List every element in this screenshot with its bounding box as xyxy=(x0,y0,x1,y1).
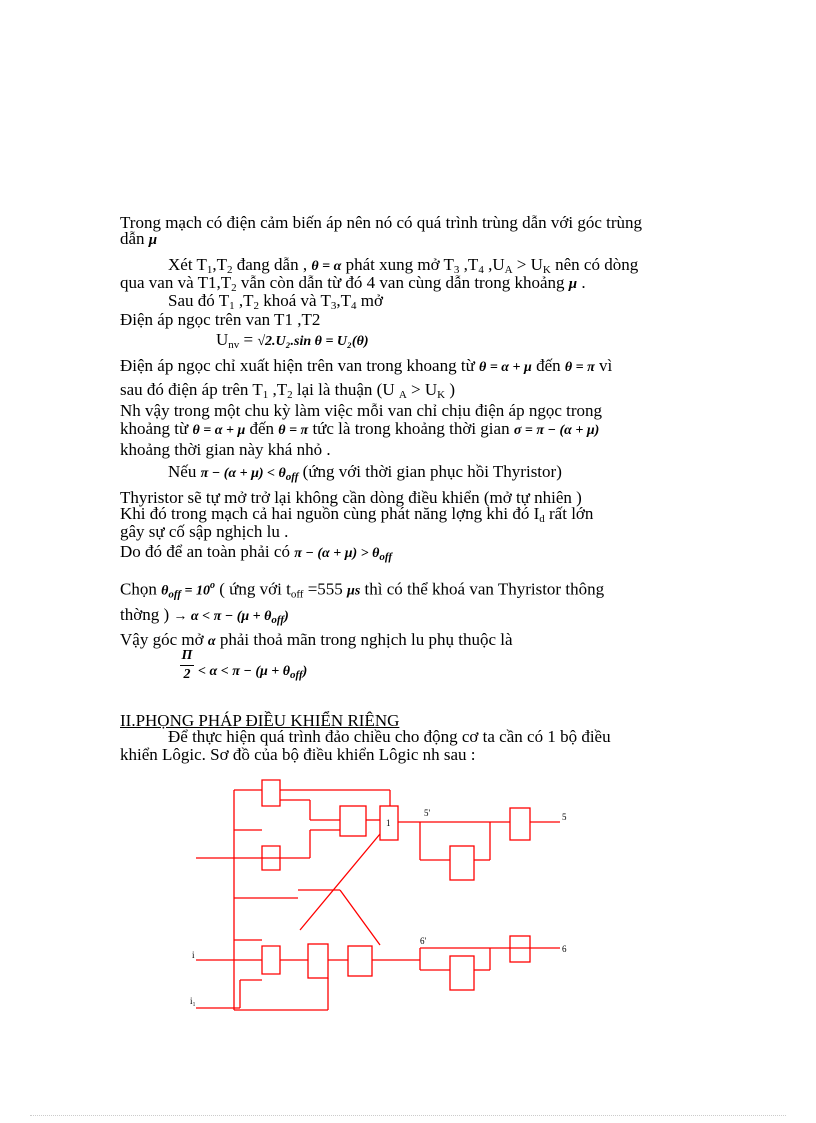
section-heading: II.PHỌNG PHÁP ĐIỀU KHIỂN RIÊNG xyxy=(120,711,400,730)
node-label-1: 1 xyxy=(386,818,391,828)
text-line: Điện áp ngọc trên van T1 ,T2 xyxy=(120,310,321,329)
text-line: Nếu $\pi - (\alpha + \mu) < \theta_{off}$ (ứng với thời gian phục hồi Thyristor) xyxy=(168,462,562,483)
mu-symbol: μ xyxy=(568,276,578,292)
math-theta-alpha: θ = α xyxy=(311,259,342,274)
math-unv: √2.U₂.sin θ = U₂(θ) xyxy=(257,334,369,349)
math-theta-alpha-mu: θ = α + μ xyxy=(479,360,532,375)
input-label-i: i xyxy=(192,950,195,960)
text-line: khoảng thời gian này khá nhỏ . xyxy=(120,440,331,459)
text-line: Chọn $\theta_{off} = 10^o$ ( ứng với $t_{off} =555$ μs thì có thể khoá van Thyristor thông xyxy=(120,579,605,601)
node-label-5: 5 xyxy=(562,812,567,822)
math-arrow-cond: → α < π − (μ + θ xyxy=(173,609,272,624)
math-theta-pi: θ = π xyxy=(564,360,595,375)
node-label-5p: 5' xyxy=(424,808,431,818)
text-line: Trong mạch có điện cảm biến áp nên nó có quá trình trùng dẫn với góc trùng xyxy=(120,213,643,232)
formula-unv: $U_{nv} = √2.U_2.\sin$ θ = U₂(θ) xyxy=(216,330,369,351)
input-label-i1: i₁ xyxy=(190,996,196,1006)
math-mu-s: μs xyxy=(347,583,361,599)
math-sigma: σ = π − (α + μ) xyxy=(513,423,600,438)
text-line: Do đó để an toàn phải có $\pi - (\alpha + \mu) > \theta_{off}$ xyxy=(120,542,393,563)
text-line: sau đó điện áp trên $T_1$ $,T_2$ lại là thuận (U $_A > U_K$ ) xyxy=(120,380,456,401)
text-line: Nh vậy trong một chu kỳ làm việc mỗi van chỉ chịu điện áp ngọc trong xyxy=(120,401,603,420)
text-line: Điện áp ngọc chỉ xuất hiện trên van trong khoang từ θ = α + μ đến θ = π vì xyxy=(120,356,613,375)
math-alpha: α xyxy=(207,634,216,649)
fraction-pi-over-2: Π 2 xyxy=(181,648,193,682)
mu-symbol: μ xyxy=(148,232,158,248)
text-line: Thyristor sẽ tự mở trở lại không cần dòng điều khiển (mở tự nhiên ) xyxy=(120,488,582,507)
math-cond-gt: π − (α + μ) > θ xyxy=(294,546,380,561)
math-theta-off: θ xyxy=(161,583,169,599)
math-theta-pi: θ = π xyxy=(278,423,309,438)
text-line: qua van và $T1,T_2$ vẫn còn dẫn từ đó 4 van cùng dẫn trong khoảng μ . xyxy=(120,273,586,294)
text-line: Vậy góc mở α phải thoả mãn trong nghịch lu phụ thuộc là xyxy=(120,630,513,649)
text-line: Sau đó $T_1$ $,T_2$ khoá và $T_3,T_4$ mở xyxy=(168,291,383,312)
circuit-wires xyxy=(196,780,560,1010)
text-line: Xét $T_1,T_2$ đang dẫn , θ = α phát xung mở $T_3$ $,T_4$ $,U_A > U_K$ nên có dòng xyxy=(168,255,639,276)
formula-final: < $\alpha < \pi - (\mu + \theta_{off})$ xyxy=(198,664,308,681)
text-line: khiển Lôgic. Sơ đồ của bộ điều khiển Lôgic nh sau : xyxy=(120,745,476,764)
text-line: dẫn μ xyxy=(120,229,158,248)
math-cond-lt: π − (α + μ) < θ xyxy=(200,466,286,481)
text-line: gây sự cố sập nghịch lu . xyxy=(120,522,289,541)
logic-circuit-diagram xyxy=(180,770,580,1030)
text-line: khoảng từ θ = α + μ đến θ = π tức là trong khoảng thời gian σ = π − (α + μ) xyxy=(120,419,600,438)
node-label-6: 6 xyxy=(562,944,567,954)
text-line: thờng ) → $\alpha < \pi - (\mu + \theta_{off})$ xyxy=(120,605,289,626)
node-label-6p: 6' xyxy=(420,936,427,946)
text-line: Để thực hiện quá trình đảo chiều cho động cơ ta cần có 1 bộ điều xyxy=(168,727,611,746)
math-alpha-mu: θ = α + μ xyxy=(192,423,246,438)
text-line: Khi đó trong mạch cả hai nguồn cùng phát năng lợng khi đó $I_d$ rất lớn xyxy=(120,504,594,525)
footer-divider xyxy=(30,1115,786,1116)
